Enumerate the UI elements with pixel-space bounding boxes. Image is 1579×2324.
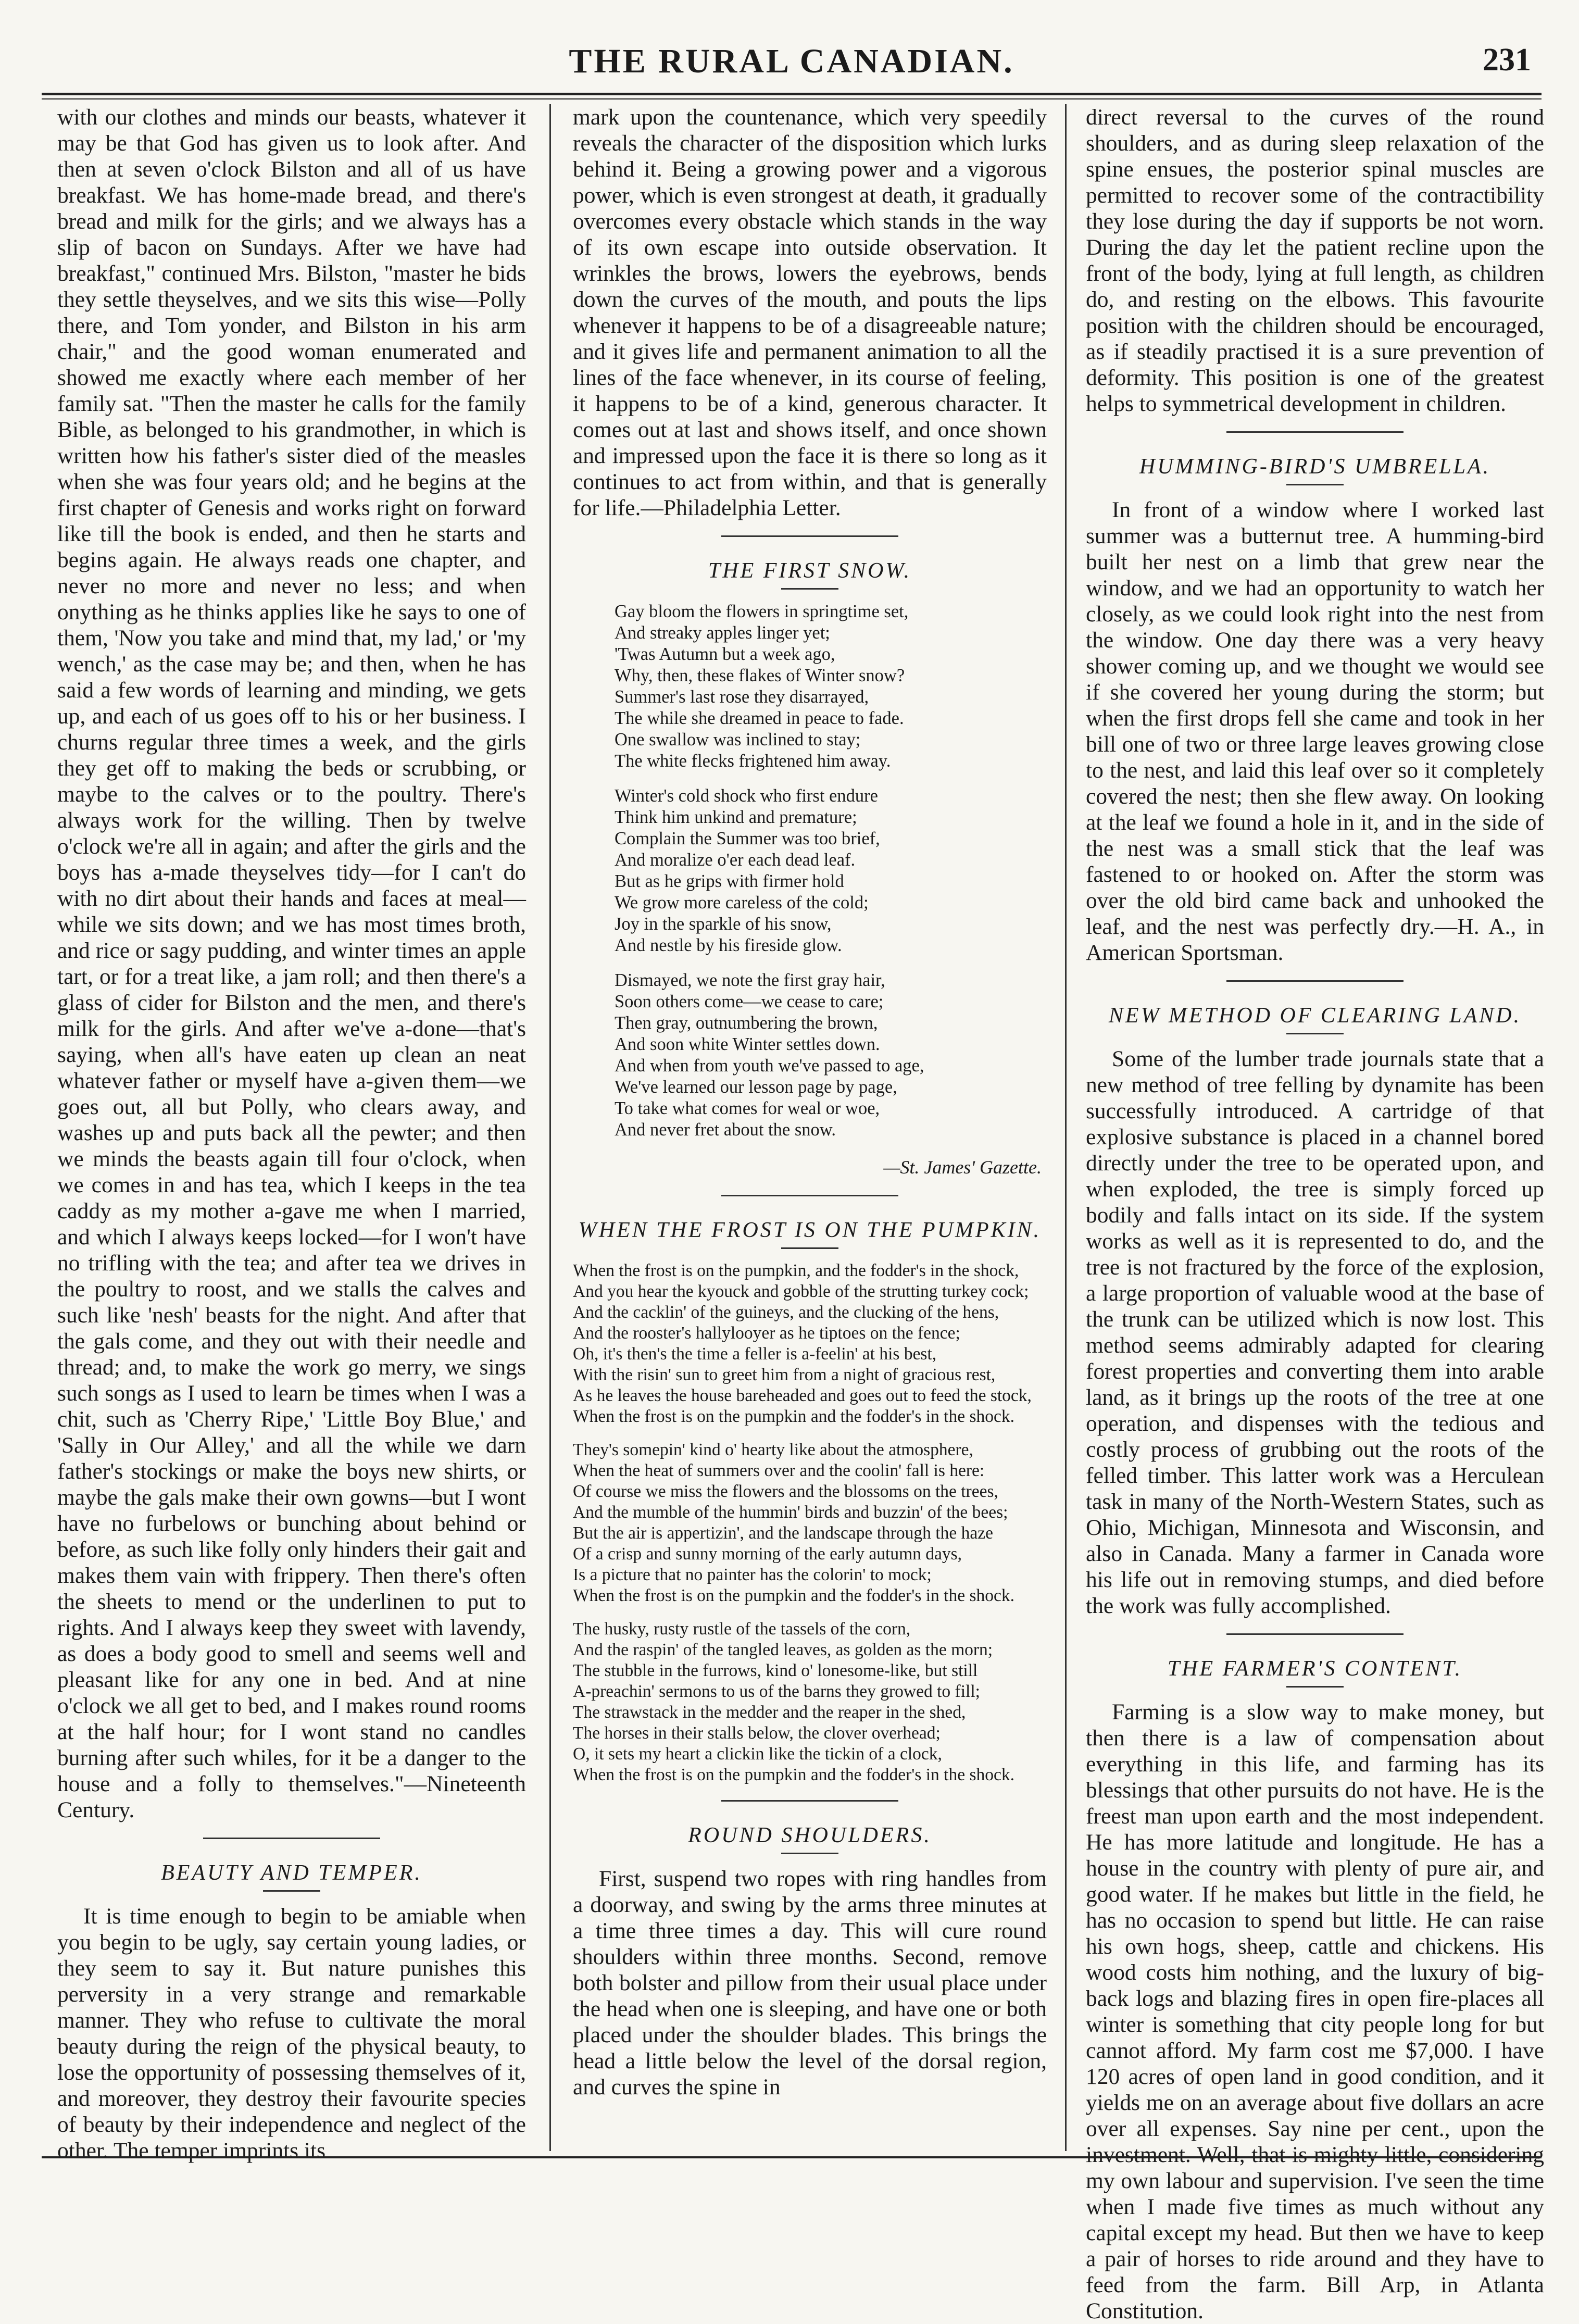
poem-stanza (573, 1260, 1047, 1427)
poem-line: One swallow was inclined to stay; (615, 730, 861, 749)
article-paragraph: with our clothes and minds our beasts, whatever it may be that God has given us to look after. And then at seven o'clock Bilston and all of us have breakfast. We has home-made bread, and there's bread and milk for the girls; and we always has a slip of bacon on Sundays. After we have had breakfast," continued Mrs. Bilston, "master he bids they settle theyselves, and we sits this wise—Polly there, and Tom yonder, and Bilston in his arm chair," and the good woman enumerated and showed me exactly where each member of her family sat. "Then the master he calls for the family Bible, as belonged to his grandmother, in which is written how his father's sister died of the measles when she was four years old; and he begins at the first chapter of Genesis and works right on forward like till the book is ended, and then he starts and begins again. He always reads one chapter, and never no more and never no less; and when onything as he thinks applies like he says to one of them, 'Now you take and mind that, my lad,' or 'my wench,' as the case may be; and then, when he has said a few words of learning and minding, we gets up, and each of us goes off to his or her business. I churns regular three times a week, and the girls they get off to making the beds or scrubbing, or maybe to the calves or to the poultry. There's always work for the willing. Then by twelve o'clock we're all in again; and after the girls and the boys has a-made theyselves tidy—for I can't do with no dirt about their hands and faces at meal—while we sits down; and we has most times broth, and rice or sagy pudding, and winter times an apple tart, or for a treat like, a jam roll; and then there's a glass of cider for Bilston and the men, and there's milk for the girls. And after we've a-done—that's saying, when all's have eaten up clean an neat whatever father or myself have a-given them—we goes out, all but Polly, who clears away, and washes up and puts back all the pewter; and then we minds the beasts again till four o'clock, when we comes in and has tea, which I keeps in the tea caddy as my mother a-gave me when I married, and which I always keeps locked—for I won't have no trifling with the tea; and after tea we drives in the poultry to roost, and we stalls the calves and such like 'nesh' beasts for the night. And after that the gals come, and they out with their needle and thread; and, to make the work go merry, we sings such songs as I used to learn be times when I was a chit, such as 'Cherry Ripe,' 'Little Boy Blue,' and 'Sally in Our Alley,' and all the while we darn father's stockings or make the boys new shirts, or maybe the gals make their own gowns—but I wont have no furbelows or bunching about behind or before, as such like folly only hinders their gait and makes them vain with frippery. Then there's often the sheets to mend or the underlinen to put to rights. And I always keep they sweet with lavendy, as does a body good to smell and seems well and pleasant like for any one in bed. And at nine o'clock we all get to bed, and I makes round rooms at the half hour; for I wont stand no candles burning after such whiles, for it be a danger to the house and a folly to themselves."—Nineteenth Century. (57, 105, 526, 1822)
poem-line: Then gray, outnumbering the brown, (615, 1013, 878, 1033)
article-paragraph: It is time enough to begin to be amiable when you begin to be ugly, say certain young ladies, or they seem to say it. But nature punishes this perversity in a very strange and remarkable manner. They who refuse to cultivate the moral beauty during the reign of the physical beauty, to lose the opportunity of possessing themselves of it, and moreover, they destroy their favourite species of beauty by their independence and neglect of the other. The temper imprints its (57, 1904, 526, 2163)
poem-line: And soon white Winter settles down. (615, 1034, 880, 1054)
poem-line: The strawstack in the medder and the reaper in the shed, (573, 1703, 966, 1722)
poem-line: As he leaves the house bareheaded and goes out to feed the stock, (573, 1386, 1032, 1405)
poem-line: Of course we miss the flowers and the blossoms on the trees, (573, 1482, 998, 1501)
article-heading: THE FARMER'S CONTENT. (1167, 1657, 1463, 1681)
poem-line: And nestle by his fireside glow. (615, 935, 842, 955)
page-number: 231 (1483, 42, 1531, 78)
article-paragraph: Farming is a slow way to make money, but then there is a law of compensation about everything in this life, and farming has its blessings that other pursuits do not have. He is the freest man upon earth and the most independent. He has more latitude and longitude. He has a house in the country with plenty of pure air, and good water. If he makes but little in the field, he has no occasion to spend but little. He can raise his own hogs, sheep, cattle and chickens. His wood costs him nothing, and the luxury of big-back logs and blazing fires in open fire-places all winter is something that city people long for but cannot afford. My farm cost me $7,000. I have 120 acres of open land in good condition, and it yields me on an average about five dollars an acre over all expenses. Say nine per cent., upon the investment. Well, that is mighty little, considering my own labour and supervision. I've seen the time when I made five times as much without any capital except my head. But then we have to keep a pair of horses to ride around and they have to feed from the farm. Bill Arp, in Atlanta Constitution. (1086, 1700, 1544, 2323)
heading-rule (781, 588, 838, 590)
poem-line: When the frost is on the pumpkin and the fodder's in the shock. (573, 1586, 1015, 1605)
poem-line: And the cacklin' of the guineys, and the clucking of the hens, (573, 1303, 999, 1322)
article-heading: HUMMING-BIRD'S UMBRELLA. (1139, 455, 1491, 479)
poem-line: And when from youth we've passed to age, (615, 1056, 924, 1076)
poem-first-snow (573, 601, 1047, 1141)
poem-heading: WHEN THE FROST IS ON THE PUMPKIN. (578, 1218, 1042, 1242)
poem-stanza (573, 1440, 1047, 1606)
article-paragraph: mark upon the countenance, which very speedily reveals the character of the disposition which lurks behind it. Being a growing power and a vigorous power, which is even strongest at death, it gradually overcomes every obstacle which stands in the way of its own escape into outside observation. It wrinkles the brows, lowers the eyebrows, bends down the curves of the mouth, and pouts the lips whenever it happens to be of a disagreeable nature; and it gives life and permanent animation to all the lines of the face whenever, in its course of feeling, it happens to be of a kind, generous character. It comes out at last and shows itself, and once shown and impressed upon the face it is there so long as it continues to act from within, and that is generally for life.—Philadelphia Letter. (573, 105, 1047, 520)
poem-line: When the frost is on the pumpkin and the fodder's in the shock. (573, 1407, 1015, 1426)
article-end-rule (1226, 980, 1403, 982)
poem-line: But the air is appertizin', and the landscape through the haze (573, 1523, 993, 1543)
article-heading: ROUND SHOULDERS. (688, 1823, 932, 1847)
column-divider (549, 104, 551, 2151)
article-heading: BEAUTY AND TEMPER. (161, 1861, 422, 1885)
poem-line: Why, then, these flakes of Winter snow? (615, 666, 905, 685)
poem-source: —St. James' Gazette. (883, 1157, 1042, 1178)
article-end-rule (203, 1838, 380, 1839)
poem-line: They's somepin' kind o' hearty like about the atmosphere, (573, 1440, 973, 1459)
column-3 (1086, 104, 1544, 2323)
column-1 (57, 104, 526, 2163)
poem-line: With the risin' sun to greet him from a night of gracious rest, (573, 1365, 996, 1384)
article-paragraph: First, suspend two ropes with ring handles from a doorway, and swing by the arms three minutes at a time three times a day. This will cure round shoulders within three months. Second, remove both bolster and pillow from their usual place under the head when one is sleeping, and have one or both placed under the shoulder blades. This brings the head a little below the level of the dorsal region, and curves the spine in (573, 1866, 1047, 2100)
column-2 (573, 104, 1047, 2151)
poem-line: But as he grips with firmer hold (615, 871, 844, 891)
article-end-rule (721, 535, 898, 537)
article-paragraph: In front of a window where I worked last summer was a butternut tree. A humming-bird built her nest on a limb that grew near the window, and we had an opportunity to watch her closely, as we could look right into the nest from the window. One day there was a very heavy shower coming up, and we thought we would see if she covered her young during the storm; but when the first drops fell she came and took in her bill one of two or three large leaves growing close to the nest, and laid this leaf over so it completely covered the nest; then she flew away. On looking at the leaf we found a hole in it, and in the side of the nest was a small stick that the leaf was fastened to or hooked on. After the storm was over the old bird came back and unhooked the leaf, and the nest was perfectly dry.—H. A., in American Sportsman. (1086, 497, 1544, 965)
poem-line: The horses in their stalls below, the clover overhead; (573, 1723, 941, 1743)
masthead-rule (42, 93, 1542, 99)
poem-line: Of a crisp and sunny morning of the early autumn days, (573, 1544, 962, 1564)
poem-line: And the rooster's hallylooyer as he tiptoes on the fence; (573, 1323, 960, 1343)
poem-heading: THE FIRST SNOW. (708, 559, 912, 583)
poem-line: And never fret about the snow. (615, 1120, 836, 1140)
poem-line: Gay bloom the flowers in springtime set, (615, 602, 909, 621)
poem-line: Think him unkind and premature; (615, 807, 857, 827)
article-end-rule (1226, 431, 1403, 433)
article-paragraph: direct reversal to the curves of the round shoulders, and as during sleep relaxation of the spine ensues, the posterior spinal muscles are permitted to recover some of the contractibility they lose during the day if supports be not worn. During the day let the patient recline upon the front of the body, lying at full length, as children do, and resting on the elbows. This favourite position with the children should be encouraged, as if steadily practised it is a sure prevention of deformity. This position is one of the greatest helps to symmetrical development in children. (1086, 105, 1544, 416)
poem-line: And the raspin' of the tangled leaves, as golden as the morn; (573, 1640, 993, 1659)
poem-stanza (573, 1619, 1047, 1785)
newspaper-title: THE RURAL CANADIAN. (569, 42, 1014, 80)
article-end-rule (721, 1195, 898, 1196)
poem-line: A-preachin' sermons to us of the barns they growed to fill; (573, 1682, 980, 1701)
poem-line: And you hear the kyouck and gobble of the strutting turkey cock; (573, 1282, 1029, 1301)
poem-line: When the heat of summers over and the coolin' fall is here: (573, 1461, 985, 1480)
column-divider (1065, 104, 1067, 2151)
poem-line: Summer's last rose they disarrayed, (615, 687, 869, 707)
poem-line: O, it sets my heart a clickin like the tickin of a clock, (573, 1744, 942, 1764)
poem-line: We grow more careless of the cold; (615, 893, 869, 913)
poem-line: Is a picture that no painter has the colorin' to mock; (573, 1565, 932, 1584)
heading-rule (1286, 484, 1344, 485)
poem-line: Oh, it's then's the time a feller is a-feelin' at his best, (573, 1344, 937, 1364)
poem-stanza (615, 785, 1047, 956)
poem-line: And the mumble of the hummin' birds and buzzin' of the bees; (573, 1503, 1008, 1522)
poem-line: The white flecks frightened him away. (615, 751, 891, 771)
article-heading: NEW METHOD OF CLEARING LAND. (1108, 1004, 1522, 1028)
article-end-rule (721, 1800, 898, 1802)
heading-rule (781, 1247, 838, 1249)
poem-line: Complain the Summer was too brief, (615, 829, 880, 848)
poem-line: The while she dreamed in peace to fade. (615, 708, 904, 728)
poem-line: When the frost is on the pumpkin, and the fodder's in the shock, (573, 1261, 1019, 1280)
poem-pumpkin (573, 1260, 1047, 1785)
poem-stanza (615, 601, 1047, 772)
poem-line: Dismayed, we note the first gray hair, (615, 970, 885, 990)
poem-line: The stubble in the furrows, kind o' lonesome-like, but still (573, 1661, 978, 1680)
poem-line: 'Twas Autumn but a week ago, (615, 644, 835, 664)
article-paragraph: Some of the lumber trade journals state that a new method of tree felling by dynamite has been successfully introduced. A cartridge of that explosive substance is placed in a channel bored directly under the tree to be operated upon, and when exploded, the tree is simply forced up bodily and falls intact on its side. If the system works as well as it is represented to do, and the tree is not fractured by the force of the explosion, a large proportion of valuable wood at the base of the trunk can be utilized which is now lost. This method seems admirably adapted for clearing forest properties and converting them into arable land, as it brings up the roots of the tree at one operation, and dispenses with the tedious and costly process of grubbing out the roots of the felled timber. This latter work was a Herculean task in many of the North-Western States, such as Ohio, Michigan, Minnesota and Wisconsin, and also in Canada. Many a farmer in Canada wore his life out in removing stumps, and died before the work was fully accomplished. (1086, 1046, 1544, 1618)
heading-rule (781, 1853, 838, 1854)
heading-rule (1286, 1686, 1344, 1688)
poem-line: To take what comes for weal or woe, (615, 1098, 880, 1118)
masthead (42, 36, 1542, 83)
poem-line: And streaky apples linger yet; (615, 623, 830, 643)
poem-line: We've learned our lesson page by page, (615, 1077, 897, 1097)
poem-line: Joy in the sparkle of his snow, (615, 914, 832, 934)
poem-line: The husky, rusty rustle of the tassels of the corn, (573, 1619, 911, 1639)
heading-rule (1286, 1033, 1344, 1034)
poem-stanza (615, 970, 1047, 1141)
poem-line: When the frost is on the pumpkin and the fodder's in the shock. (573, 1765, 1015, 1784)
poem-line: And moralize o'er each dead leaf. (615, 850, 856, 870)
heading-rule (263, 1890, 320, 1892)
poem-line: Soon others come—we cease to care; (615, 992, 884, 1011)
poem-line: Winter's cold shock who first endure (615, 786, 878, 806)
article-end-rule (1226, 1633, 1403, 1635)
page-bottom-rule (42, 2156, 1542, 2158)
